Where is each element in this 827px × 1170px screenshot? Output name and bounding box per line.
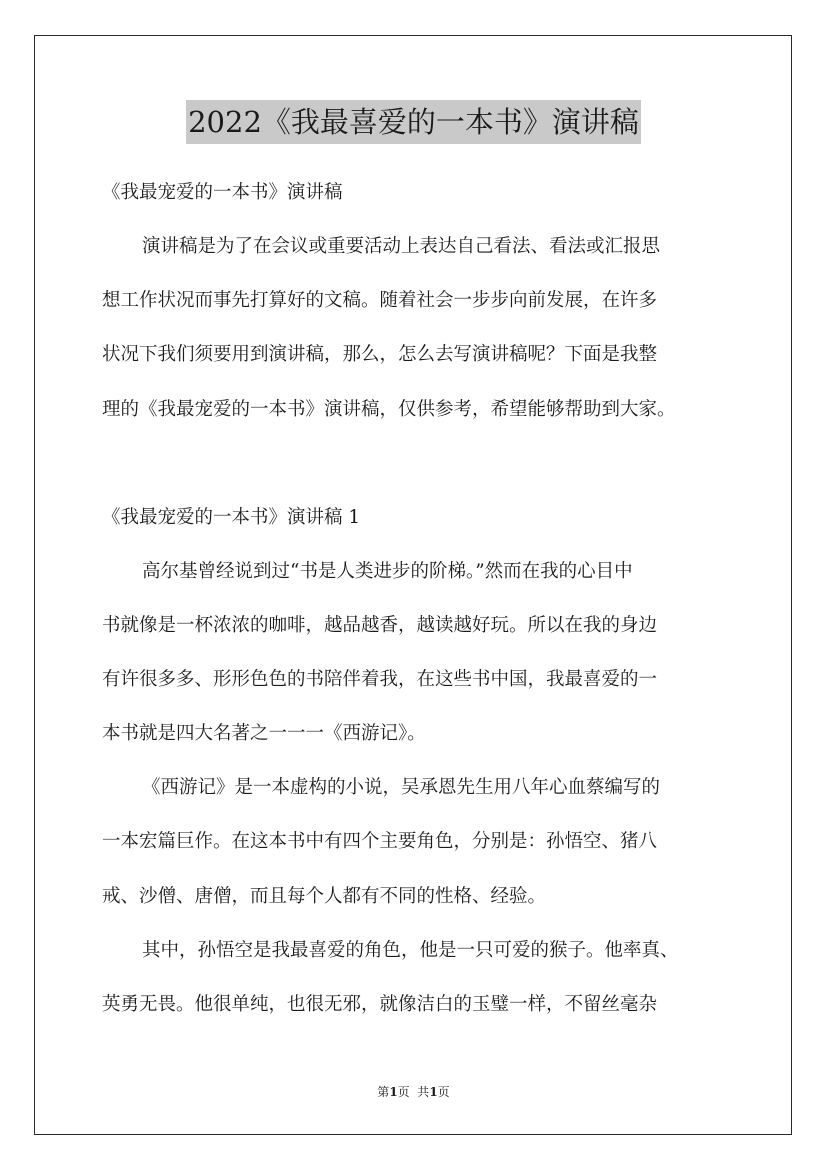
footer-page-suffix: 页 — [437, 1085, 450, 1099]
page-footer — [0, 1083, 827, 1101]
paragraph1-line-3: 有许很多多、形形色色的书陪伴着我，在这些书中国，我最喜爱的一 — [102, 669, 658, 690]
footer-page-prefix: 第 — [377, 1085, 390, 1099]
footer-page-mid: 页 共 — [397, 1085, 430, 1099]
intro-line-4: 理的《我最宠爱的一本书》演讲稿，仅供参考，希望能够帮助到大家。 — [102, 399, 676, 420]
paragraph2-line-3: 戒、沙僧、唐僧，而且每个人都有不同的性格、经验。 — [102, 886, 547, 907]
intro-line-1: 演讲稿是为了在会议或重要活动上表达自己看法、看法或汇报思 — [142, 236, 661, 257]
document-subtitle: 《我最宠爱的一本书》演讲稿 — [102, 182, 343, 203]
document-title-wrapper — [0, 100, 827, 144]
paragraph3-line-2: 英勇无畏。他很单纯，也很无邪，就像洁白的玉璧一样，不留丝毫杂 — [102, 994, 658, 1015]
paragraph3-line-1: 其中，孙悟空是我最喜爱的角色，他是一只可爱的猴子。他率真、 — [142, 940, 679, 961]
paragraph2-line-1: 《西游记》是一本虚构的小说，吴承恩先生用八年心血蔡编写的 — [142, 777, 661, 798]
intro-line-3: 状况下我们须要用到演讲稿，那么，怎么去写演讲稿呢？下面是我整 — [102, 344, 658, 365]
document-title: 2022《我最喜爱的一本书》演讲稿 — [186, 100, 641, 144]
section-heading: 《我最宠爱的一本书》演讲稿 1 — [102, 507, 361, 528]
footer-page-total: 1 — [429, 1085, 438, 1099]
paragraph1-line-4: 本书就是四大名著之一一一《西游记》。 — [102, 723, 426, 744]
paragraph1-line-1: 高尔基曾经说到过“书是人类进步的阶梯。”然而在我的心目中 — [142, 561, 633, 582]
paragraph2-line-2: 一本宏篇巨作。在这本书中有四个主要角色，分别是：孙悟空、猪八 — [102, 831, 658, 852]
intro-line-2: 想工作状况而事先打算好的文稿。随着社会一步步向前发展，在许多 — [102, 290, 658, 311]
footer-page-number: 1 — [389, 1085, 398, 1099]
paragraph1-line-2: 书就像是一杯浓浓的咖啡，越品越香，越读越好玩。所以在我的身边 — [102, 615, 658, 636]
